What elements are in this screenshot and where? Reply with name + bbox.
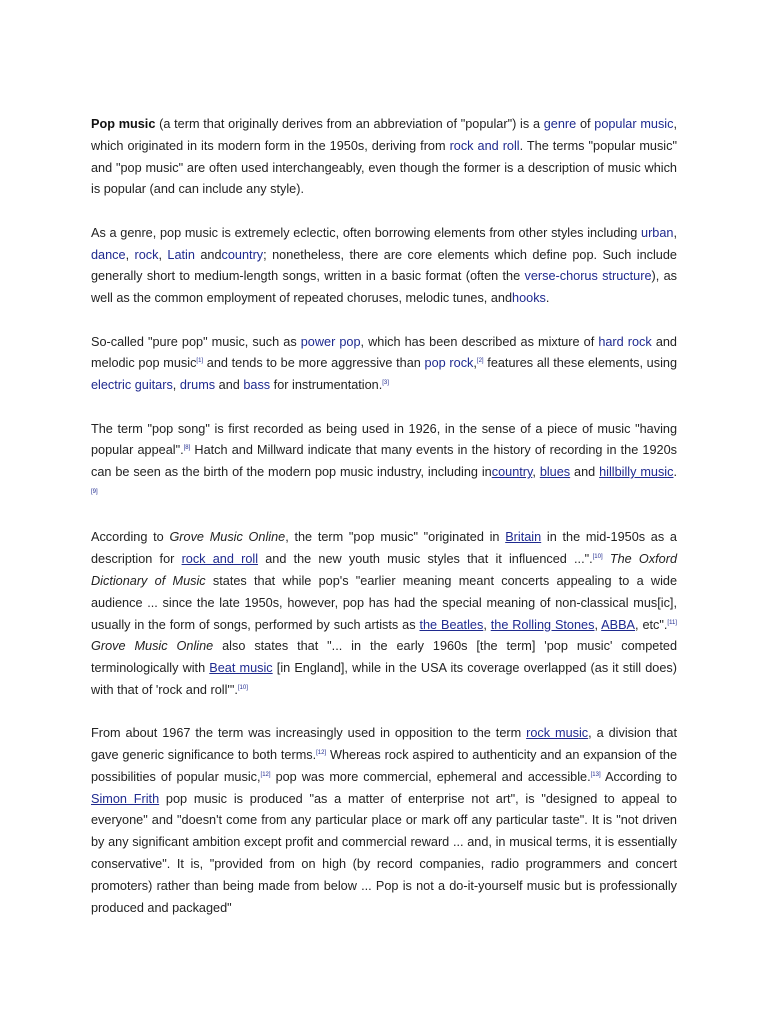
article-link[interactable]: Britain	[505, 530, 542, 545]
bold-term: Pop music	[91, 117, 156, 131]
citation-ref[interactable]: [9]	[91, 488, 98, 495]
paragraph-text: also states that "... in the early 1960s [the term] 'pop music' competed terminologically with	[91, 639, 678, 676]
article-link[interactable]: hooks	[512, 291, 546, 306]
paragraph-text: and	[194, 247, 222, 262]
paragraph-text: .	[545, 291, 550, 306]
article-link[interactable]: country	[221, 247, 264, 262]
citation-ref[interactable]: [1]	[196, 358, 204, 365]
paragraph-text: features all these elements, using	[483, 356, 677, 371]
paragraph	[91, 723, 677, 919]
paragraph-text: and tends to be more aggressive than	[203, 356, 425, 371]
citation-ref[interactable]: [10]	[237, 684, 248, 691]
paragraph-text: As a genre, pop music is extremely eclectic, often borrowing elements from other styles including	[91, 225, 642, 240]
article-link[interactable]: hillbilly music	[599, 465, 674, 480]
paragraph-text: .	[673, 465, 678, 480]
paragraph-text: ,	[125, 247, 135, 262]
paragraph-text: ), as well as the common employment of repeated choruses, melodic tunes, and	[91, 269, 677, 306]
article-link[interactable]: Latin	[167, 247, 195, 262]
article-link[interactable]: the Beatles	[419, 617, 484, 632]
article-link[interactable]: rock	[134, 247, 159, 262]
paragraph-text: ; nonetheless, there are core elements which define pop. Such include generally short to medium-length songs, written in a basic format (often the	[91, 247, 677, 284]
citation-ref[interactable]: [12]	[316, 749, 327, 756]
paragraph	[91, 332, 677, 397]
paragraph-text: and	[570, 465, 600, 480]
article-link[interactable]: blues	[539, 465, 571, 480]
citation-ref[interactable]: [2]	[476, 358, 484, 365]
citation-ref[interactable]: [12]	[260, 771, 271, 778]
article-body	[91, 114, 677, 941]
paragraph-text: According to	[600, 769, 678, 784]
article-link[interactable]: verse-chorus structure	[524, 269, 652, 284]
italic-title: Grove Music Online	[169, 530, 286, 545]
paragraph-text: pop was more commercial, ephemeral and accessible.	[270, 769, 591, 784]
paragraph	[91, 419, 677, 506]
article-link[interactable]: power pop	[300, 334, 361, 349]
paragraph-text: ,	[473, 356, 477, 371]
paragraph-text: From about 1967 the term was increasingly used in opposition to the term	[91, 726, 527, 741]
paragraph-text: and the new youth music styles that it influenced ...".	[258, 552, 593, 567]
paragraph-text: , which originated in its modern form in the 1950s, deriving from	[91, 117, 677, 153]
citation-ref[interactable]: [11]	[667, 619, 677, 626]
italic-title: Grove Music Online	[91, 639, 214, 654]
article-link[interactable]: Beat music	[209, 661, 273, 676]
article-link[interactable]: pop rock	[424, 356, 474, 371]
citation-ref[interactable]: [10]	[592, 553, 603, 560]
article-link[interactable]: rock music	[526, 726, 589, 741]
paragraph	[91, 114, 677, 201]
paragraph-text: in the mid-1950s as a description for	[91, 530, 677, 567]
paragraph-text: for instrumentation.	[270, 378, 383, 393]
paragraph-text: pop music is produced "as a matter of enterprise not art", is "designed to appeal to everyone" and "doesn't come from any particular place or mark off any particular taste". It is "not driven by any significant ambition except profit and commercial reward ... and, in musical terms, it is essentially conservative". It is, "provided from on high (by record companies, radio programmers and concert promoters) rather than being made from below ... Pop is not a do-it-yourself music but is professionally produced and packaged"	[91, 791, 677, 915]
article-link[interactable]: urban	[641, 225, 674, 240]
paragraph-text: So-called "pure pop" music, such as	[91, 334, 301, 349]
paragraph-text: [in England], while in the USA its coverage overlapped (as it still does) with that of 'rock and roll'".	[91, 661, 677, 697]
paragraph-text: , etc".	[635, 617, 668, 632]
paragraph-text: states that while pop's "earlier meaning meant concerts appealing to a wide audience ... since the late 1950s, however, pop has had the special meaning of non-classical mus[ic], usually in the form of songs, performed by such artists as	[91, 573, 678, 632]
article-link[interactable]: the Rolling Stones	[490, 617, 595, 632]
article-link[interactable]: electric guitars	[91, 378, 173, 393]
paragraph-text: and melodic pop music	[91, 334, 677, 371]
article-link[interactable]: ABBA	[601, 617, 636, 632]
paragraph-text: , the term "pop music" "originated in	[285, 530, 506, 545]
paragraph-text: ,	[673, 225, 677, 240]
article-link[interactable]: bass	[243, 378, 271, 393]
paragraph-text: . The terms "popular music" and "pop music" are often used interchangeably, even though the former is a description of music which is popular (and can include any style).	[91, 138, 677, 197]
article-link[interactable]: drums	[179, 378, 216, 393]
citation-ref[interactable]: [13]	[590, 771, 601, 778]
article-link[interactable]: Simon Frith	[91, 791, 160, 806]
paragraph-text: Hatch and Millward indicate that many events in the history of recording in the 1920s can be seen as the birth of the modern pop music industry, including in	[91, 443, 678, 480]
citation-ref[interactable]: [8]	[183, 445, 191, 452]
paragraph-text: , which has been described as mixture of	[360, 334, 599, 349]
paragraph-text	[603, 552, 610, 566]
paragraph-text: According to	[91, 530, 170, 545]
article-link[interactable]: hard rock	[598, 334, 652, 349]
paragraph-text: The term "pop song" is first recorded as being used in 1926, in the sense of a piece of music "having popular appeal".	[91, 421, 677, 458]
paragraph-text: of	[576, 117, 595, 131]
article-link[interactable]: country	[491, 465, 533, 480]
paragraph-text: ,	[532, 465, 540, 480]
article-link[interactable]: popular music	[594, 117, 674, 131]
italic-title: The Oxford Dictionary of Music	[91, 552, 677, 588]
paragraph-text: ,	[172, 378, 180, 393]
paragraph	[91, 223, 677, 310]
article-link[interactable]: rock and roll	[181, 552, 259, 567]
article-link[interactable]: rock and roll	[449, 138, 520, 153]
article-link[interactable]: genre	[543, 117, 577, 131]
paragraph	[91, 527, 677, 701]
paragraph-text: ,	[594, 617, 602, 632]
paragraph-text: Whereas rock aspired to authenticity and an expansion of the possibilities of popular music,	[91, 748, 677, 784]
citation-ref[interactable]: [3]	[382, 379, 389, 386]
paragraph-text: ,	[483, 617, 491, 632]
article-link[interactable]: dance	[91, 247, 126, 262]
paragraph-text: ,	[158, 247, 168, 262]
paragraph-text: and	[215, 378, 244, 393]
paragraph-text: , a division that gave generic significance to both terms.	[91, 726, 678, 763]
paragraph-text: (a term that originally derives from an abbreviation of "popular") is a	[155, 117, 544, 131]
